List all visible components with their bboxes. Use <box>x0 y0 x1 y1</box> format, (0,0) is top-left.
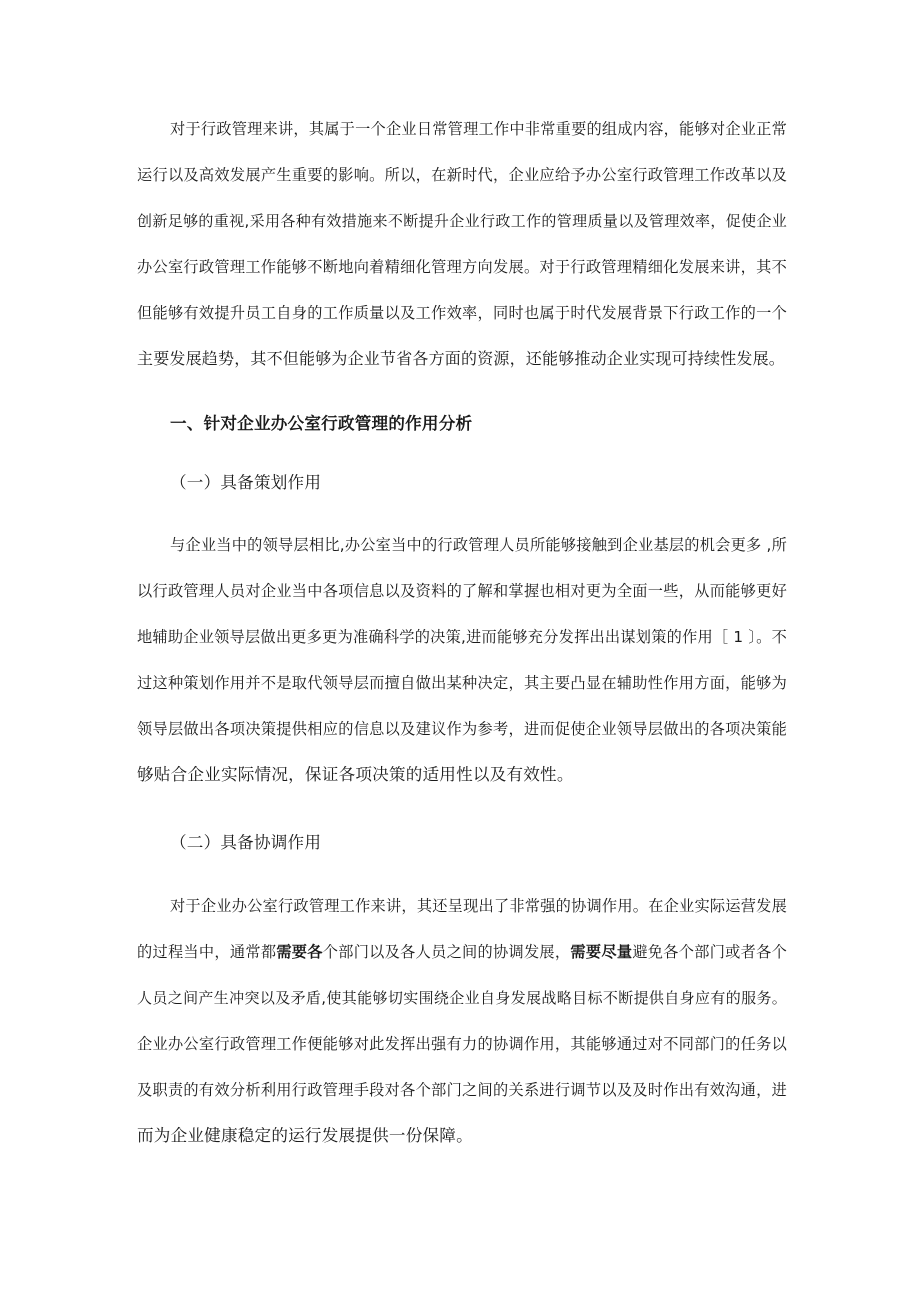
paragraph-line: 对于企业办公室行政管理工作来讲，其还呈现出了非常强的协调作用。在企业实际运营发展 <box>170 897 787 915</box>
paragraph-line: 够贴合企业实际情况，保证各项决策的适用性以及有效性。 <box>137 765 574 784</box>
intro-line: 办公室行政管理工作能够不断地向着精细化管理方向发展。对于行政管理精细化发展来讲，其不 <box>137 258 787 276</box>
paragraph-line: 地辅助企业领导层做出更多更为准确科学的决策,进而能够充分发挥出出谋划策的作用［ 1 〕。不 <box>137 628 787 646</box>
paragraph-line: 以行政管理人员对企业当中各项信息以及资料的了解和掌握也相对更为全面一些，从而能够更好 <box>137 582 787 600</box>
intro-line: 运行以及高效发展产生重要的影响。所以，在新时代，企业应给予办公室行政管理工作改革以及 <box>137 166 787 184</box>
intro-line: 创新足够的重视,采用各种有效措施来不断提升企业行政工作的管理质量以及管理效率，促使企业 <box>137 212 787 230</box>
intro-line: 对于行政管理来讲，其属于一个企业日常管理工作中非常重要的组成内容，能够对企业正常 <box>170 120 787 138</box>
subsection-title: （一）具备策划作用 <box>170 473 322 492</box>
intro-line: 主要发展趋势，其不但能够为企业节省各方面的资源，还能够推动企业实现可持续性发展。 <box>137 349 786 368</box>
text-run: 的过程当中，通常都 <box>137 943 277 961</box>
paragraph-line-mixed <box>137 939 787 965</box>
section-heading: 一、针对企业办公室行政管理的作用分析 <box>170 414 473 433</box>
paragraph-line: 及职责的有效分析利用行政管理手段对各个部门之间的关系进行调节以及及时作出有效沟通，进 <box>137 1081 787 1099</box>
text-run: 避免各个部门或者各个 <box>632 943 787 961</box>
paragraph-line: 企业办公室行政管理工作便能够对此发挥出强有力的协调作用，其能够通过对不同部门的任务以 <box>137 1035 787 1053</box>
paragraph-line: 而为企业健康稳定的运行发展提供一份保障。 <box>137 1126 473 1145</box>
bold-text-run: 需要尽量 <box>570 943 633 961</box>
subsection-title: （二）具备协调作用 <box>170 833 322 852</box>
bold-text-run: 需要各 <box>276 943 323 961</box>
paragraph-line: 人员之间产生冲突以及矛盾,使其能够切实围绕企业自身发展战略目标不断提供自身应有的服务。 <box>137 989 787 1007</box>
paragraph-line: 领导层做出各项决策提供相应的信息以及建议作为参考，进而促使企业领导层做出的各项决策能 <box>137 720 787 738</box>
paragraph-line: 与企业当中的领导层相比,办公室当中的行政管理人员所能够接触到企业基层的机会更多 ,所 <box>170 536 787 554</box>
paragraph-line: 过这种策划作用并不是取代领导层而擅自做出某种决定，其主要凸显在辅助性作用方面，能够为 <box>137 674 787 692</box>
text-run: 个部门以及各人员之间的协调发展， <box>322 943 571 961</box>
intro-line: 但能够有效提升员工自身的工作质量以及工作效率，同时也属于时代发展背景下行政工作的一个 <box>137 304 787 322</box>
